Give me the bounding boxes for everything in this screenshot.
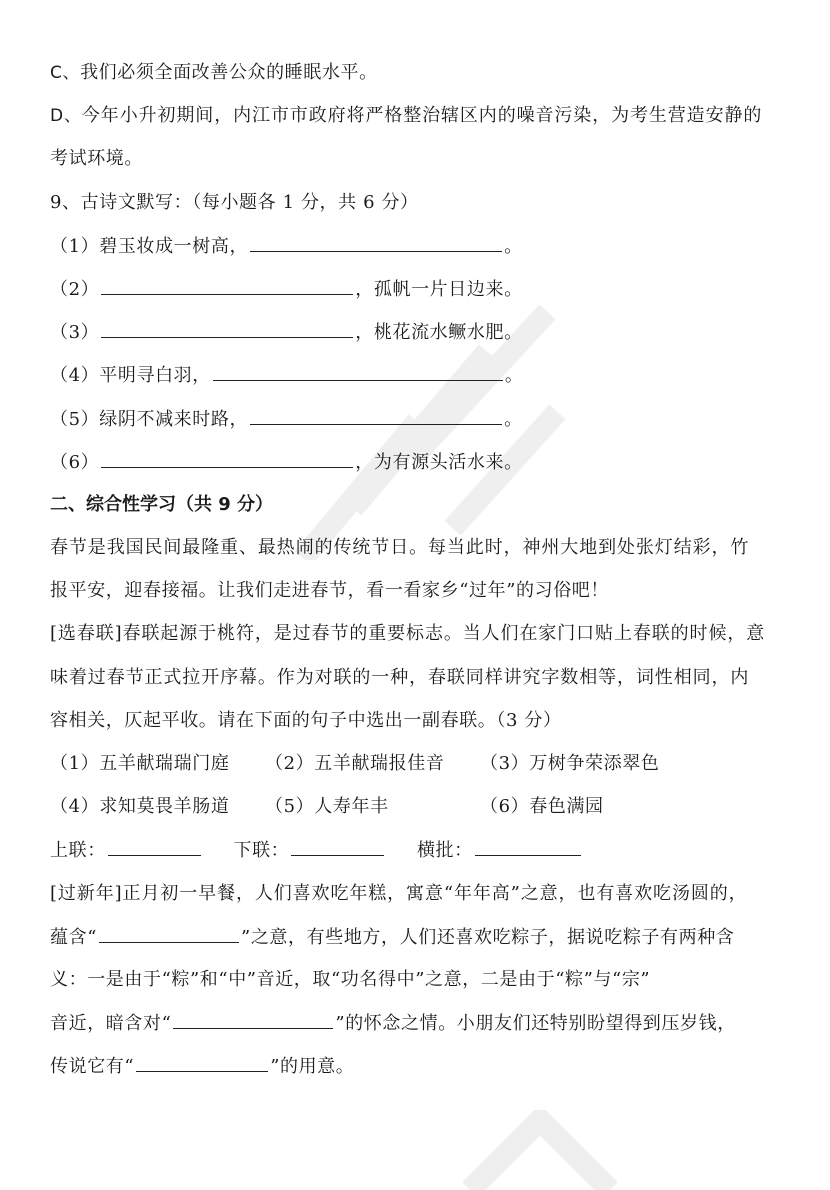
fill-blank[interactable] xyxy=(101,445,353,468)
q9-item-2 xyxy=(50,272,785,315)
fill-blank[interactable] xyxy=(99,920,239,943)
item-text: ，为有源头活水来。 xyxy=(355,451,523,473)
item-number: （3） xyxy=(50,322,100,344)
item-text: 。 xyxy=(504,235,523,257)
item-text: 碧玉妆成一树高， xyxy=(99,235,249,257)
paragraph-text: ”的怀念之情。小朋友们还特别盼望得到压岁钱， xyxy=(335,1013,736,1035)
couplet-option: （5）人寿年丰 xyxy=(265,796,389,818)
fill-blank[interactable] xyxy=(101,272,353,295)
couplet-paragraph-cont: 味着过春节正式拉开序幕。作为对联的一种，春联同样讲究字数相等，词性相同，内 xyxy=(50,666,750,688)
q9-item-3 xyxy=(50,315,785,358)
item-number: （2） xyxy=(50,278,100,300)
couplet-answer-row xyxy=(50,833,785,876)
new-year-paragraph: [过新年]正月初一早餐，人们喜欢吃年糕，寓意“年年高”之意，也有喜欢吃汤圆的， xyxy=(50,882,748,904)
option-d-cont xyxy=(50,142,785,185)
new-year-paragraph-cont xyxy=(50,920,785,963)
fill-blank[interactable] xyxy=(136,1049,268,1072)
item-number: （6） xyxy=(50,451,100,473)
option-c xyxy=(50,56,785,99)
fill-blank[interactable] xyxy=(213,358,503,381)
item-text: 平明寻白羽， xyxy=(99,365,211,387)
item-number: （4） xyxy=(50,365,100,387)
q9-item-6 xyxy=(50,445,785,488)
horizontal-scroll-label: 横批： xyxy=(416,840,473,862)
item-number: （5） xyxy=(50,408,100,430)
lower-couplet-blank[interactable] xyxy=(291,833,384,856)
q9-title: 9、古诗文默写：（每小题各 1 分，共 6 分） xyxy=(50,191,419,213)
section-2-title: 二、综合性学习（共 9 分） xyxy=(50,493,274,515)
couplet-option: （1）五羊献瑞瑞门庭 xyxy=(50,753,230,774)
option-text: 今年小升初期间，内江市市政府将严格整治辖区内的噪音污染，为考生营造安静的 xyxy=(81,105,763,127)
option-text: 我们必须全面改善公众的睡眠水平。 xyxy=(80,62,378,83)
upper-couplet-label: 上联： xyxy=(50,840,106,862)
option-text: 考试环境。 xyxy=(50,148,143,170)
fill-blank[interactable] xyxy=(250,229,502,252)
intro-paragraph: 春节是我国民间最隆重、最热闹的传统节日。每当此时，神州大地到处张灯结彩，竹 xyxy=(50,537,750,559)
item-number: （1） xyxy=(50,235,100,257)
new-year-paragraph-cont: 义：一是由于“粽”和“中”音近，取“功名得中”之意，二是由于“粽”与“宗” xyxy=(50,968,651,990)
item-text: ，孤帆一片日边来。 xyxy=(355,278,523,300)
paragraph-text: 音近，暗含对“ xyxy=(50,1013,172,1035)
couplet-paragraph: [选春联]春联起源于桃符，是过春节的重要标志。当人们在家门口贴上春联的时候，意 xyxy=(50,623,766,645)
option-d xyxy=(50,99,785,142)
new-year-paragraph-cont xyxy=(50,1049,785,1092)
couplet-option: （4）求知莫畏羊肠道 xyxy=(50,796,230,818)
paragraph-text: 蕴含“ xyxy=(50,926,98,948)
fill-blank[interactable] xyxy=(250,402,502,425)
fill-blank[interactable] xyxy=(173,1006,333,1029)
item-text: 绿阴不减来时路， xyxy=(99,408,249,430)
couplet-options-row-2 xyxy=(50,790,785,833)
paragraph-text: ”的用意。 xyxy=(270,1056,355,1078)
option-label: D、 xyxy=(50,106,82,127)
item-text: 。 xyxy=(504,408,523,430)
item-text: ，桃花流水鳜水肥。 xyxy=(355,322,523,344)
upper-couplet-blank[interactable] xyxy=(108,833,201,856)
watermark xyxy=(450,1110,650,1190)
exam-page xyxy=(50,56,785,1093)
couplet-option: （3）万树争荣添翠色 xyxy=(480,753,660,774)
lower-couplet-label: 下联： xyxy=(233,840,290,862)
intro-paragraph-cont: 报平安，迎春接福。让我们走进春节，看一看家乡“过年”的习俗吧！ xyxy=(50,580,610,602)
option-label: C、 xyxy=(50,63,81,83)
q9-item-1 xyxy=(50,229,785,272)
paragraph-text: ”之意，有些地方，人们还喜欢吃粽子，据说吃粽子有两种含 xyxy=(241,926,735,948)
fill-blank[interactable] xyxy=(101,315,353,338)
q9-item-4 xyxy=(50,358,785,401)
couplet-option: （6）春色满园 xyxy=(480,796,604,818)
couplet-option: （2）五羊献瑞报佳音 xyxy=(265,753,445,774)
horizontal-scroll-blank[interactable] xyxy=(475,833,581,856)
couplet-paragraph-cont: 容相关，仄起平收。请在下面的句子中选出一副春联。（3 分） xyxy=(50,709,562,731)
q9-item-5 xyxy=(50,402,785,445)
paragraph-text: 传说它有“ xyxy=(50,1056,135,1078)
couplet-options-row-1 xyxy=(50,747,785,790)
new-year-paragraph-cont xyxy=(50,1006,785,1049)
item-text: 。 xyxy=(504,365,524,387)
